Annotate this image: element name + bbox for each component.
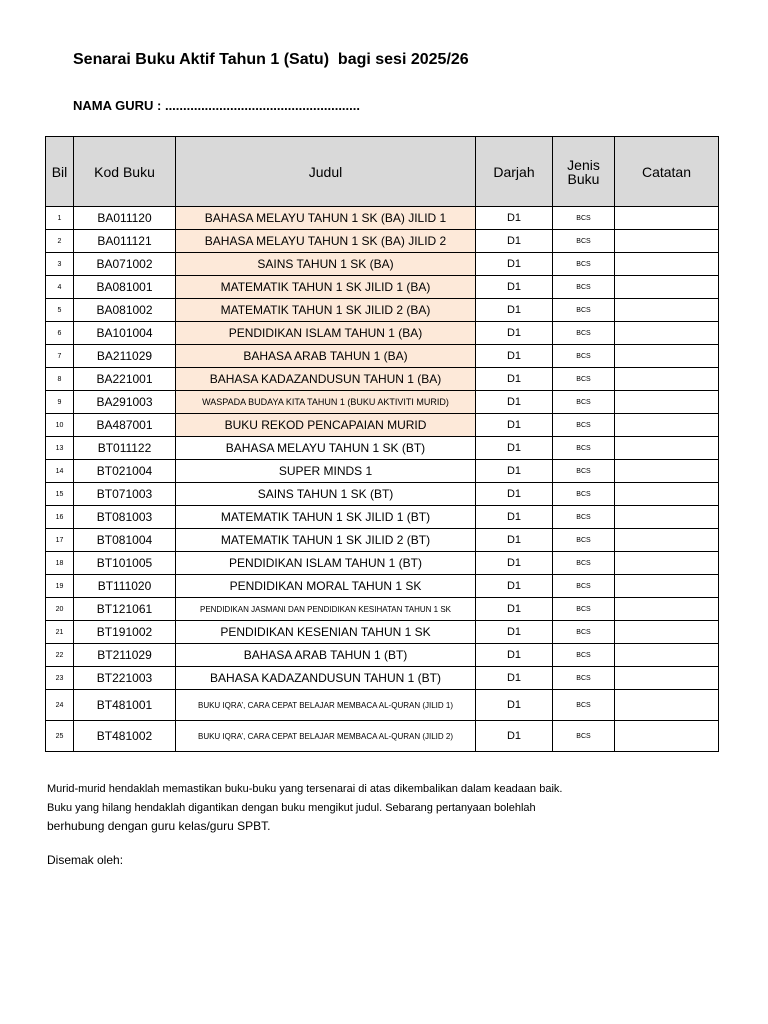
table-row xyxy=(46,690,719,721)
cell-jenis-buku: BCS xyxy=(553,207,615,230)
cell-catatan xyxy=(615,667,719,690)
table-row xyxy=(46,575,719,598)
cell-jenis-buku: BCS xyxy=(553,345,615,368)
cell-jenis-buku: BCS xyxy=(553,506,615,529)
cell-bil: 8 xyxy=(46,368,74,391)
cell-jenis-buku: BCS xyxy=(553,391,615,414)
cell-darjah: D1 xyxy=(476,460,553,483)
cell-jenis-buku: BCS xyxy=(553,690,615,721)
cell-darjah: D1 xyxy=(476,368,553,391)
cell-judul: BUKU IQRA’, CARA CEPAT BELAJAR MEMBACA AL-QURAN (JILID 1) xyxy=(176,690,476,721)
cell-jenis-buku: BCS xyxy=(553,644,615,667)
cell-catatan xyxy=(615,368,719,391)
cell-kod-buku: BT221003 xyxy=(74,667,176,690)
book-list-table xyxy=(45,136,719,752)
cell-catatan xyxy=(615,322,719,345)
cell-bil: 6 xyxy=(46,322,74,345)
cell-catatan xyxy=(615,437,719,460)
table-row xyxy=(46,667,719,690)
cell-jenis-buku: BCS xyxy=(553,575,615,598)
cell-darjah: D1 xyxy=(476,345,553,368)
cell-jenis-buku: BCS xyxy=(553,721,615,752)
cell-darjah: D1 xyxy=(476,437,553,460)
cell-catatan xyxy=(615,506,719,529)
cell-judul: PENDIDIKAN KESENIAN TAHUN 1 SK xyxy=(176,621,476,644)
cell-darjah: D1 xyxy=(476,598,553,621)
cell-jenis-buku: BCS xyxy=(553,368,615,391)
cell-judul: BAHASA MELAYU TAHUN 1 SK (BT) xyxy=(176,437,476,460)
cell-kod-buku: BT481001 xyxy=(74,690,176,721)
cell-darjah: D1 xyxy=(476,253,553,276)
cell-bil: 24 xyxy=(46,690,74,721)
cell-catatan xyxy=(615,621,719,644)
cell-jenis-buku: BCS xyxy=(553,230,615,253)
cell-jenis-buku: BCS xyxy=(553,414,615,437)
cell-bil: 15 xyxy=(46,483,74,506)
cell-catatan xyxy=(615,230,719,253)
cell-darjah: D1 xyxy=(476,276,553,299)
cell-kod-buku: BA291003 xyxy=(74,391,176,414)
cell-darjah: D1 xyxy=(476,483,553,506)
cell-kod-buku: BT021004 xyxy=(74,460,176,483)
cell-catatan xyxy=(615,391,719,414)
cell-jenis-buku: BCS xyxy=(553,667,615,690)
cell-judul: PENDIDIKAN MORAL TAHUN 1 SK xyxy=(176,575,476,598)
cell-catatan xyxy=(615,345,719,368)
header-jenis-buku xyxy=(553,137,615,207)
cell-kod-buku: BT081004 xyxy=(74,529,176,552)
cell-bil: 22 xyxy=(46,644,74,667)
table-row xyxy=(46,644,719,667)
cell-kod-buku: BA101004 xyxy=(74,322,176,345)
cell-darjah: D1 xyxy=(476,230,553,253)
cell-judul: MATEMATIK TAHUN 1 SK JILID 2 (BA) xyxy=(176,299,476,322)
note-line-2: Buku yang hilang hendaklah digantikan dengan buku mengikut judul. Sebarang pertanyaan bolehlah xyxy=(47,802,536,814)
cell-kod-buku: BA071002 xyxy=(74,253,176,276)
cell-catatan xyxy=(615,207,719,230)
cell-kod-buku: BT211029 xyxy=(74,644,176,667)
cell-judul: BAHASA KADAZANDUSUN TAHUN 1 (BT) xyxy=(176,667,476,690)
table-row xyxy=(46,322,719,345)
table-row xyxy=(46,506,719,529)
cell-bil: 7 xyxy=(46,345,74,368)
cell-bil: 17 xyxy=(46,529,74,552)
cell-kod-buku: BT111020 xyxy=(74,575,176,598)
cell-darjah: D1 xyxy=(476,322,553,345)
cell-catatan xyxy=(615,414,719,437)
cell-kod-buku: BA011120 xyxy=(74,207,176,230)
cell-darjah: D1 xyxy=(476,207,553,230)
cell-judul: PENDIDIKAN ISLAM TAHUN 1 (BT) xyxy=(176,552,476,575)
cell-judul: SUPER MINDS 1 xyxy=(176,460,476,483)
cell-judul: BUKU IQRA’, CARA CEPAT BELAJAR MEMBACA AL-QURAN (JILID 2) xyxy=(176,721,476,752)
cell-bil: 13 xyxy=(46,437,74,460)
cell-bil: 21 xyxy=(46,621,74,644)
cell-darjah: D1 xyxy=(476,575,553,598)
table-row xyxy=(46,276,719,299)
cell-catatan xyxy=(615,598,719,621)
cell-kod-buku: BT481002 xyxy=(74,721,176,752)
cell-jenis-buku: BCS xyxy=(553,529,615,552)
cell-kod-buku: BT011122 xyxy=(74,437,176,460)
cell-bil: 25 xyxy=(46,721,74,752)
cell-darjah: D1 xyxy=(476,721,553,752)
table-row xyxy=(46,414,719,437)
table-row xyxy=(46,391,719,414)
table-row xyxy=(46,598,719,621)
cell-jenis-buku: BCS xyxy=(553,322,615,345)
note-line-1: Murid-murid hendaklah memastikan buku-buku yang tersenarai di atas dikembalikan dalam keadaan baik. xyxy=(47,783,563,795)
header-catatan: Catatan xyxy=(615,137,719,207)
cell-darjah: D1 xyxy=(476,667,553,690)
cell-judul: PENDIDIKAN ISLAM TAHUN 1 (BA) xyxy=(176,322,476,345)
table-row xyxy=(46,529,719,552)
table-row xyxy=(46,460,719,483)
cell-kod-buku: BT081003 xyxy=(74,506,176,529)
cell-darjah: D1 xyxy=(476,391,553,414)
cell-kod-buku: BT101005 xyxy=(74,552,176,575)
cell-jenis-buku: BCS xyxy=(553,621,615,644)
cell-judul: BUKU REKOD PENCAPAIAN MURID xyxy=(176,414,476,437)
cell-catatan xyxy=(615,644,719,667)
cell-judul: BAHASA KADAZANDUSUN TAHUN 1 (BA) xyxy=(176,368,476,391)
table-row xyxy=(46,253,719,276)
checked-by-label: Disemak oleh: xyxy=(47,853,124,867)
cell-jenis-buku: BCS xyxy=(553,253,615,276)
header-kod-buku: Kod Buku xyxy=(74,137,176,207)
cell-catatan xyxy=(615,575,719,598)
table-header-row xyxy=(46,137,719,207)
cell-kod-buku: BA211029 xyxy=(74,345,176,368)
cell-catatan xyxy=(615,299,719,322)
header-darjah: Darjah xyxy=(476,137,553,207)
header-judul: Judul xyxy=(176,137,476,207)
cell-kod-buku: BA011121 xyxy=(74,230,176,253)
cell-judul: WASPADA BUDAYA KITA TAHUN 1 (BUKU AKTIVITI MURID) xyxy=(176,391,476,414)
table-row xyxy=(46,552,719,575)
cell-catatan xyxy=(615,552,719,575)
cell-judul: BAHASA MELAYU TAHUN 1 SK (BA) JILID 1 xyxy=(176,207,476,230)
cell-judul: BAHASA MELAYU TAHUN 1 SK (BA) JILID 2 xyxy=(176,230,476,253)
cell-bil: 16 xyxy=(46,506,74,529)
page-title: Senarai Buku Aktif Tahun 1 (Satu) bagi sesi 2025/26 xyxy=(73,51,469,68)
cell-bil: 19 xyxy=(46,575,74,598)
cell-jenis-buku: BCS xyxy=(553,299,615,322)
cell-darjah: D1 xyxy=(476,414,553,437)
note-line-3: berhubung dengan guru kelas/guru SPBT. xyxy=(47,819,271,833)
cell-catatan xyxy=(615,253,719,276)
cell-darjah: D1 xyxy=(476,690,553,721)
cell-darjah: D1 xyxy=(476,506,553,529)
cell-bil: 18 xyxy=(46,552,74,575)
cell-kod-buku: BT071003 xyxy=(74,483,176,506)
cell-judul: MATEMATIK TAHUN 1 SK JILID 2 (BT) xyxy=(176,529,476,552)
table-row xyxy=(46,207,719,230)
cell-jenis-buku: BCS xyxy=(553,598,615,621)
cell-darjah: D1 xyxy=(476,299,553,322)
cell-catatan xyxy=(615,690,719,721)
cell-judul: MATEMATIK TAHUN 1 SK JILID 1 (BT) xyxy=(176,506,476,529)
cell-kod-buku: BT121061 xyxy=(74,598,176,621)
table-row xyxy=(46,621,719,644)
cell-kod-buku: BA081001 xyxy=(74,276,176,299)
cell-darjah: D1 xyxy=(476,552,553,575)
cell-kod-buku: BA221001 xyxy=(74,368,176,391)
teacher-name-label: NAMA GURU : ...................................................... xyxy=(73,98,360,113)
cell-bil: 1 xyxy=(46,207,74,230)
cell-jenis-buku: BCS xyxy=(553,552,615,575)
cell-bil: 20 xyxy=(46,598,74,621)
cell-jenis-buku: BCS xyxy=(553,483,615,506)
table-row xyxy=(46,299,719,322)
table-row xyxy=(46,483,719,506)
cell-bil: 4 xyxy=(46,276,74,299)
table-row xyxy=(46,230,719,253)
cell-jenis-buku: BCS xyxy=(553,437,615,460)
cell-darjah: D1 xyxy=(476,644,553,667)
cell-darjah: D1 xyxy=(476,529,553,552)
cell-catatan xyxy=(615,529,719,552)
cell-bil: 23 xyxy=(46,667,74,690)
cell-judul: BAHASA ARAB TAHUN 1 (BA) xyxy=(176,345,476,368)
cell-bil: 5 xyxy=(46,299,74,322)
cell-bil: 10 xyxy=(46,414,74,437)
table-body xyxy=(46,207,719,752)
cell-catatan xyxy=(615,460,719,483)
cell-darjah: D1 xyxy=(476,621,553,644)
table-row xyxy=(46,345,719,368)
header-jenis-line1: Jenis xyxy=(567,156,600,173)
cell-judul: SAINS TAHUN 1 SK (BT) xyxy=(176,483,476,506)
header-bil: Bil xyxy=(46,137,74,207)
header-jenis-line2: Buku xyxy=(567,170,600,187)
cell-bil: 3 xyxy=(46,253,74,276)
cell-bil: 9 xyxy=(46,391,74,414)
cell-judul: BAHASA ARAB TAHUN 1 (BT) xyxy=(176,644,476,667)
cell-catatan xyxy=(615,483,719,506)
cell-catatan xyxy=(615,276,719,299)
cell-jenis-buku: BCS xyxy=(553,460,615,483)
cell-kod-buku: BA487001 xyxy=(74,414,176,437)
cell-kod-buku: BA081002 xyxy=(74,299,176,322)
cell-judul: MATEMATIK TAHUN 1 SK JILID 1 (BA) xyxy=(176,276,476,299)
cell-jenis-buku: BCS xyxy=(553,276,615,299)
cell-judul: SAINS TAHUN 1 SK (BA) xyxy=(176,253,476,276)
cell-catatan xyxy=(615,721,719,752)
table-row xyxy=(46,368,719,391)
cell-bil: 2 xyxy=(46,230,74,253)
cell-bil: 14 xyxy=(46,460,74,483)
table-row xyxy=(46,721,719,752)
cell-kod-buku: BT191002 xyxy=(74,621,176,644)
cell-judul: PENDIDIKAN JASMANI DAN PENDIDIKAN KESIHATAN TAHUN 1 SK xyxy=(176,598,476,621)
table-row xyxy=(46,437,719,460)
